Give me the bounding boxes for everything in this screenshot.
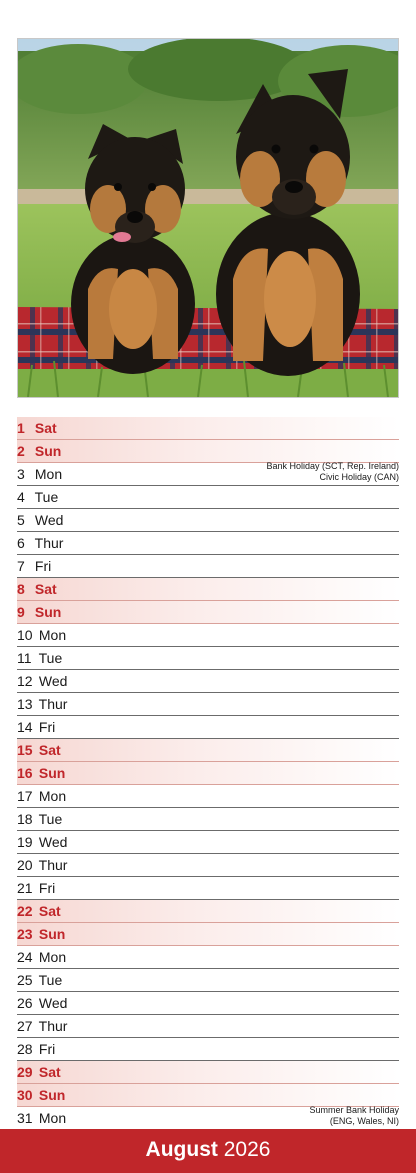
day-label [17,834,67,850]
day-number: 25 [17,972,33,988]
day-row [17,578,399,601]
day-row [17,808,399,831]
day-row [17,647,399,670]
day-label [17,857,67,873]
day-row [17,900,399,923]
weekday-name: Sun [38,1087,66,1103]
holiday-note [266,461,399,483]
holiday-note-line: Summer Bank Holiday [309,1105,399,1115]
day-label [17,420,57,436]
puppy-photo [17,38,399,398]
day-row [17,969,399,992]
weekday-name: Sat [38,903,61,919]
holiday-note-line: Bank Holiday (SCT, Rep. Ireland) [266,461,399,471]
day-label [17,903,61,919]
weekday-name: Sun [38,926,66,942]
day-row [17,417,399,440]
day-label [17,512,63,528]
day-number: 20 [17,857,33,873]
day-number: 10 [17,627,33,643]
day-label [17,650,62,666]
day-row [17,877,399,900]
day-number: 22 [17,903,33,919]
weekday-name: Fri [38,719,56,735]
day-number: 16 [17,765,33,781]
weekday-name: Thur [38,696,68,712]
day-label [17,926,65,942]
day-row [17,1084,399,1107]
day-row [17,532,399,555]
day-number: 21 [17,880,33,896]
day-label [17,489,58,505]
day-label [17,1041,55,1057]
day-label [17,535,63,551]
weekday-name: Mon [38,627,67,643]
weekday-name: Sun [38,765,66,781]
day-number: 13 [17,696,33,712]
day-label [17,1110,66,1126]
day-number: 27 [17,1018,33,1034]
day-label [17,742,61,758]
day-row [17,785,399,808]
day-number: 29 [17,1064,33,1080]
day-row [17,440,399,463]
day-label [17,627,66,643]
day-row [17,624,399,647]
day-label [17,788,66,804]
day-row [17,923,399,946]
weekday-name: Wed [38,995,68,1011]
day-row [17,601,399,624]
weekday-name: Wed [38,673,68,689]
month-name: August [145,1138,218,1161]
weekday-name: Mon [34,466,63,482]
holiday-note-line: Civic Holiday (CAN) [319,472,399,482]
day-label [17,972,62,988]
weekday-name: Tue [34,489,59,505]
weekday-name: Thur [34,535,64,551]
day-label [17,1018,67,1034]
day-number: 6 [17,535,25,551]
day-number: 31 [17,1110,33,1126]
weekday-name: Sun [34,443,62,459]
weekday-name: Sun [34,604,62,620]
day-row [17,739,399,762]
day-number: 15 [17,742,33,758]
day-row [17,463,399,486]
holiday-note [309,1105,399,1127]
day-row [17,946,399,969]
puppy-illustration [18,39,398,397]
day-number: 30 [17,1087,33,1103]
day-number: 18 [17,811,33,827]
day-number: 9 [17,604,25,620]
day-number: 24 [17,949,33,965]
day-row [17,992,399,1015]
day-number: 14 [17,719,33,735]
day-row [17,1015,399,1038]
day-label [17,811,62,827]
day-label [17,1087,65,1103]
day-label [17,1064,61,1080]
weekday-name: Sat [38,1064,61,1080]
weekday-name: Mon [38,949,67,965]
weekday-name: Mon [38,788,67,804]
day-number: 5 [17,512,25,528]
holiday-note-line: (ENG, Wales, NI) [329,1116,399,1126]
day-number: 7 [17,558,25,574]
day-label [17,673,67,689]
day-row [17,716,399,739]
weekday-name: Sat [34,581,57,597]
weekday-name: Sat [34,420,57,436]
day-label [17,443,61,459]
day-number: 23 [17,926,33,942]
day-number: 8 [17,581,25,597]
day-row [17,1038,399,1061]
day-number: 4 [17,489,25,505]
day-number: 26 [17,995,33,1011]
day-number: 11 [17,650,32,666]
day-number: 2 [17,443,25,459]
weekday-name: Wed [34,512,64,528]
weekday-name: Fri [38,880,56,896]
weekday-name: Fri [38,1041,56,1057]
day-row [17,670,399,693]
year-label: 2026 [223,1138,271,1161]
day-row [17,555,399,578]
weekday-name: Fri [34,558,52,574]
day-row [17,693,399,716]
day-row [17,509,399,532]
weekday-name: Tue [38,650,63,666]
day-number: 1 [17,420,25,436]
day-number: 17 [17,788,33,804]
day-list [17,417,399,1130]
day-row [17,854,399,877]
weekday-name: Thur [38,857,68,873]
day-label [17,558,51,574]
day-row [17,486,399,509]
day-label [17,604,61,620]
day-number: 3 [17,466,25,482]
day-row [17,762,399,785]
weekday-name: Thur [38,1018,68,1034]
day-row [17,1107,399,1130]
weekday-name: Tue [38,972,63,988]
day-label [17,949,66,965]
day-row [17,831,399,854]
day-label [17,995,67,1011]
day-number: 19 [17,834,33,850]
weekday-name: Mon [38,1110,67,1126]
weekday-name: Wed [38,834,68,850]
weekday-name: Sat [38,742,61,758]
day-row [17,1061,399,1084]
day-label [17,880,55,896]
day-label [17,581,57,597]
day-label [17,765,65,781]
day-label [17,719,55,735]
day-label [17,466,62,482]
day-number: 12 [17,673,33,689]
day-number: 28 [17,1041,33,1057]
weekday-name: Tue [38,811,63,827]
month-footer [0,1129,416,1173]
day-label [17,696,67,712]
